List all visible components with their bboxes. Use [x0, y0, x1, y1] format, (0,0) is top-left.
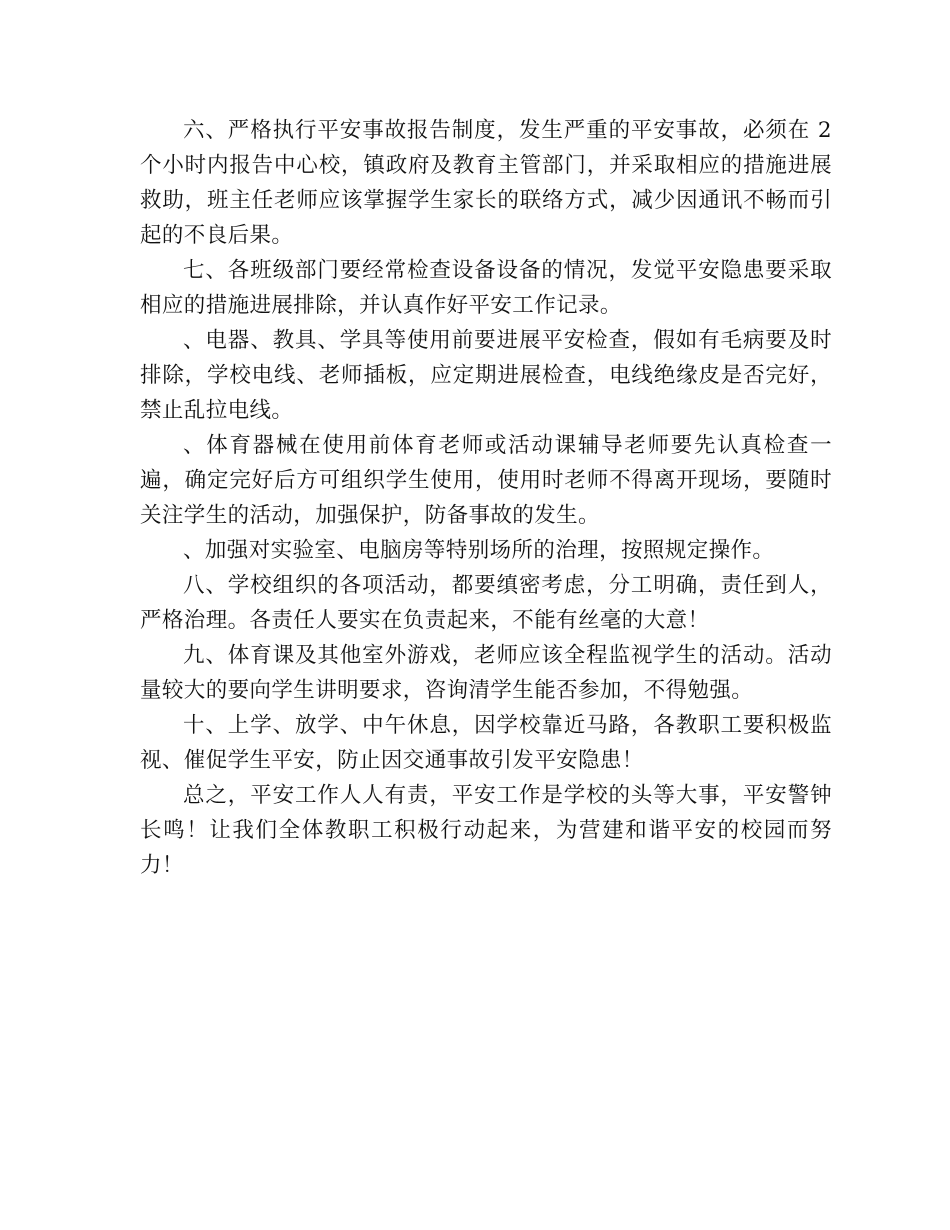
paragraph-lab-management: 、加强对实验室、电脑房等特别场所的治理，按照规定操作。	[183, 538, 775, 563]
paragraph-sports-equipment: 、体育器械在使用前体育老师或活动课辅导老师要先认真检查一遍，确定完好后方可组织学生使用，使用时老师不得离开现场，要随时关注学生的活动，加强保护，防备事故的发生。	[140, 433, 832, 528]
paragraph-7-equipment-check: 七、各班级部门要经常检查设备设备的情况，发觉平安隐患要采取相应的措施进展排除，并认真作好平安工作记录。	[140, 258, 832, 318]
paragraph-8-activities: 八、学校组织的各项活动，都要缜密考虑，分工明确，责任到人，严格治理。各责任人要实在负责起来，不能有丝毫的大意！	[140, 573, 832, 633]
paragraph-electrical-safety: 、电器、教具、学具等使用前要进展平安检查，假如有毛病要及时排除，学校电线、老师插板，应定期进展检查，电线绝缘皮是否完好，禁止乱拉电线。	[140, 328, 832, 423]
paragraph-10-traffic-safety: 十、上学、放学、中午休息，因学校靠近马路，各教职工要积极监视、催促学生平安，防止因交通事故引发平安隐患！	[140, 713, 832, 773]
paragraph-6-accident-reporting: 六、严格执行平安事故报告制度，发生严重的平安事故，必须在 2 个小时内报告中心校，镇政府及教育主管部门，并采取相应的措施进展救助，班主任老师应该掌握学生家长的联络方式，减少因通讯不畅而引起的不良后果。	[140, 118, 832, 248]
paragraph-9-outdoor-games: 九、体育课及其他室外游戏，老师应该全程监视学生的活动。活动量较大的要向学生讲明要求，咨询清学生能否参加，不得勉强。	[140, 643, 832, 703]
paragraph-conclusion: 总之，平安工作人人有责，平安工作是学校的头等大事，平安警钟长鸣！让我们全体教职工积极行动起来，为营建和谐平安的校园而努力！	[140, 783, 832, 878]
document-body	[140, 113, 832, 883]
